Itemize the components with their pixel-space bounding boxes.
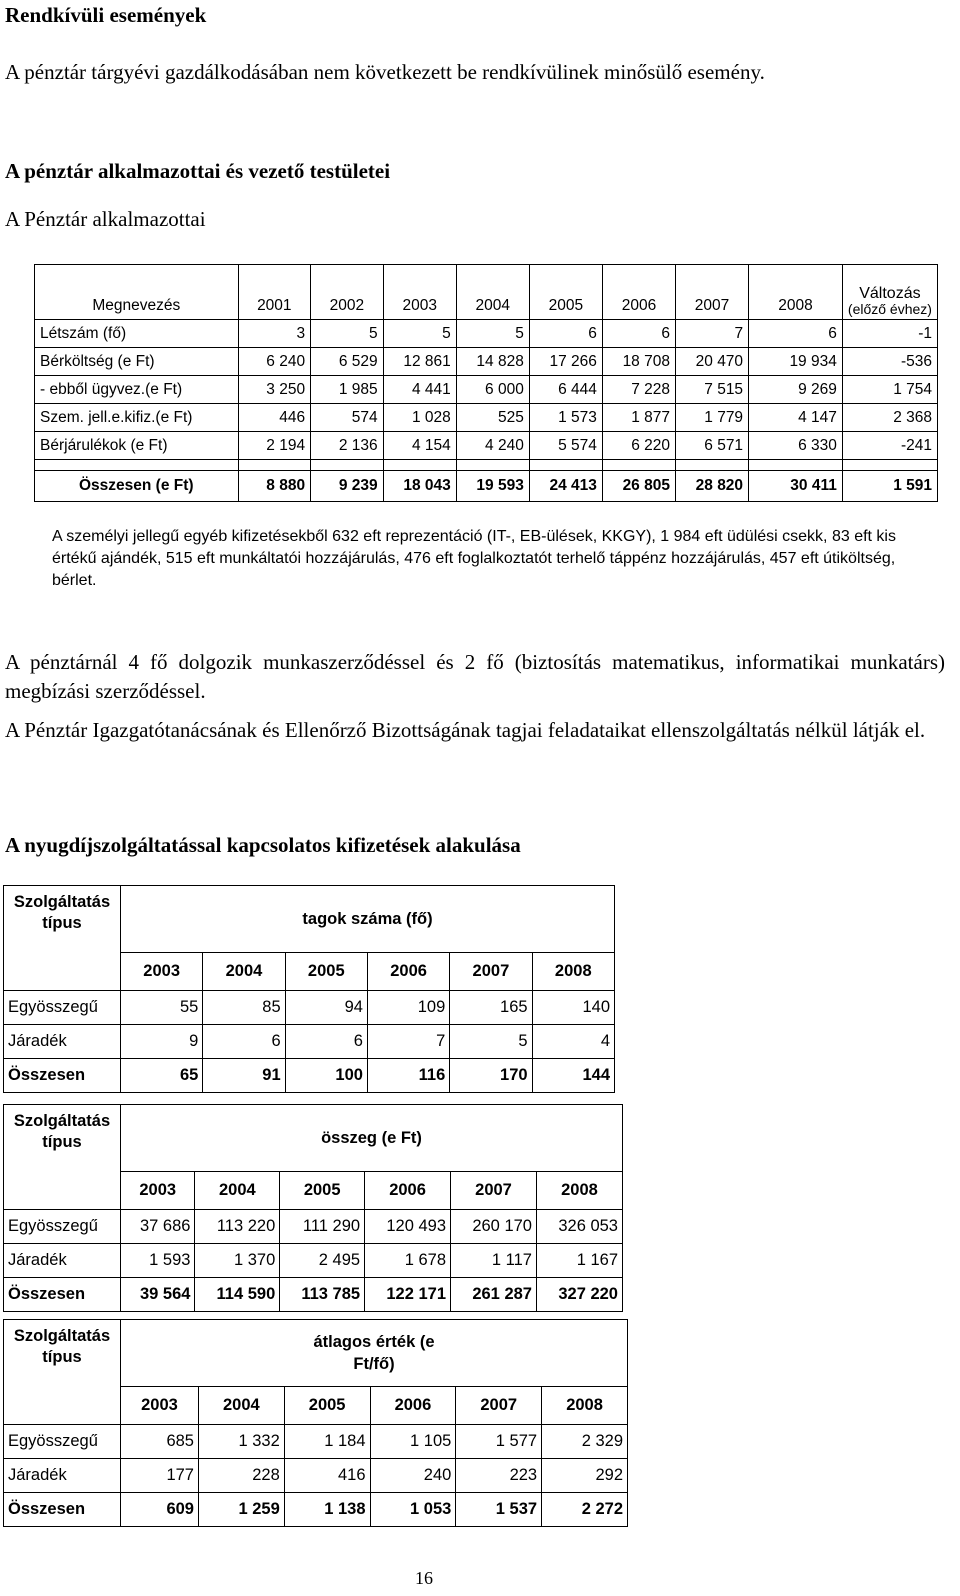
table-cell: 122 171 xyxy=(365,1278,451,1312)
pension-header-row xyxy=(4,1320,628,1387)
table-cell: 4 154 xyxy=(383,432,456,460)
table-cell: 114 590 xyxy=(195,1278,280,1312)
table-cell: 4 xyxy=(532,1025,614,1059)
table-cell: 446 xyxy=(238,404,311,432)
table-cell: 9 xyxy=(121,1025,203,1059)
table-cell: 1 028 xyxy=(383,404,456,432)
total-cell: 19 593 xyxy=(456,471,529,502)
table-cell: 113 220 xyxy=(195,1210,280,1244)
table-cell: 19 934 xyxy=(749,348,843,376)
table-cell: 3 250 xyxy=(238,376,311,404)
table-cell: 18 708 xyxy=(602,348,675,376)
row-label: - ebből ügyvez.(e Ft) xyxy=(35,376,239,404)
year-header: 2007 xyxy=(450,953,532,991)
table-cell: 17 266 xyxy=(529,348,602,376)
year-header: 2007 xyxy=(451,1172,537,1210)
table-cell: 1 779 xyxy=(675,404,748,432)
table-cell: 6 529 xyxy=(311,348,384,376)
table-cell: 7 228 xyxy=(602,376,675,404)
table-cell: 3 xyxy=(238,320,311,348)
year-header: 2005 xyxy=(285,953,367,991)
spacer-cell xyxy=(602,460,675,471)
table-cell: 1 877 xyxy=(602,404,675,432)
table-cell: 327 220 xyxy=(536,1278,622,1312)
table-cell: 65 xyxy=(121,1059,203,1093)
table-row xyxy=(4,1244,623,1278)
table-cell: 20 470 xyxy=(675,348,748,376)
column-header-year: 2007 xyxy=(675,265,748,320)
year-header: 2008 xyxy=(532,953,614,991)
table-cell: 5 xyxy=(456,320,529,348)
table-cell: 9 269 xyxy=(749,376,843,404)
service-type-header: Szolgáltatás típus xyxy=(4,886,121,991)
heading-extraordinary-events: Rendkívüli események xyxy=(5,3,207,27)
table-cell: 240 xyxy=(370,1459,456,1493)
table-cell: 7 xyxy=(367,1025,449,1059)
table-row xyxy=(35,404,938,432)
service-type-header: Szolgáltatás típus xyxy=(4,1320,121,1425)
group-header: átlagos érték (e Ft/fő) xyxy=(121,1320,628,1387)
table-cell: 2 329 xyxy=(542,1425,628,1459)
table-cell: 1 593 xyxy=(121,1244,195,1278)
table-cell: 39 564 xyxy=(121,1278,195,1312)
total-label: Összesen (e Ft) xyxy=(35,471,239,502)
table-row xyxy=(4,991,615,1025)
table-cell: 1 537 xyxy=(456,1493,542,1527)
row-label: Egyösszegű xyxy=(4,1210,121,1244)
column-header-year: 2006 xyxy=(602,265,675,320)
table-cell: 7 515 xyxy=(675,376,748,404)
spacer-cell xyxy=(529,460,602,471)
spacer-cell xyxy=(456,460,529,471)
table-cell: 120 493 xyxy=(365,1210,451,1244)
change-cell: -241 xyxy=(842,432,937,460)
column-header-change xyxy=(842,265,937,320)
table-row xyxy=(4,1210,623,1244)
staff-table xyxy=(34,264,938,502)
table-cell: 1 053 xyxy=(370,1493,456,1527)
year-header: 2004 xyxy=(203,953,285,991)
year-header: 2003 xyxy=(121,1387,199,1425)
table-cell: 109 xyxy=(367,991,449,1025)
table-cell: 6 330 xyxy=(749,432,843,460)
change-title: Változás xyxy=(859,285,921,302)
column-header-year: 2002 xyxy=(311,265,384,320)
total-cell: 28 820 xyxy=(675,471,748,502)
table-cell: 1 370 xyxy=(195,1244,280,1278)
year-header: 2003 xyxy=(121,1172,195,1210)
change-subtitle: (előző évhez) xyxy=(847,301,932,317)
table-cell: 7 xyxy=(675,320,748,348)
table-cell: 4 147 xyxy=(749,404,843,432)
table-cell: 261 287 xyxy=(451,1278,537,1312)
table-cell: 228 xyxy=(198,1459,284,1493)
table-cell: 6 000 xyxy=(456,376,529,404)
column-header-year: 2005 xyxy=(529,265,602,320)
row-label: Összesen xyxy=(4,1493,121,1527)
year-header: 2004 xyxy=(195,1172,280,1210)
heading-pension-payments: A nyugdíjszolgáltatással kapcsolatos kifizetések alakulása xyxy=(5,833,521,857)
table-cell: 1 577 xyxy=(456,1425,542,1459)
total-cell: 30 411 xyxy=(749,471,843,502)
table-cell: 14 828 xyxy=(456,348,529,376)
column-header-year: 2008 xyxy=(749,265,843,320)
spacer-cell xyxy=(238,460,311,471)
table-row xyxy=(35,432,938,460)
year-header: 2003 xyxy=(121,953,203,991)
year-header: 2008 xyxy=(536,1172,622,1210)
table-cell: 1 105 xyxy=(370,1425,456,1459)
total-cell: 26 805 xyxy=(602,471,675,502)
row-label: Egyösszegű xyxy=(4,1425,121,1459)
table-row xyxy=(4,1059,615,1093)
total-cell: 24 413 xyxy=(529,471,602,502)
table-cell: 609 xyxy=(121,1493,199,1527)
table-cell: 100 xyxy=(285,1059,367,1093)
table-cell: 260 170 xyxy=(451,1210,537,1244)
row-label: Egyösszegű xyxy=(4,991,121,1025)
table-cell: 1 259 xyxy=(198,1493,284,1527)
extraordinary-events-text: A pénztár tárgyévi gazdálkodásában nem következett be rendkívülinek minősülő esemény. xyxy=(5,60,765,84)
table-cell: 1 573 xyxy=(529,404,602,432)
table-row xyxy=(4,1493,628,1527)
table-row xyxy=(35,348,938,376)
total-change-cell: 1 591 xyxy=(842,471,937,502)
table-cell: 6 xyxy=(602,320,675,348)
table-cell: 5 574 xyxy=(529,432,602,460)
table-cell: 6 220 xyxy=(602,432,675,460)
column-header-name: Megnevezés xyxy=(35,265,239,320)
spacer-cell xyxy=(311,460,384,471)
total-cell: 18 043 xyxy=(383,471,456,502)
table-cell: 6 444 xyxy=(529,376,602,404)
year-header: 2008 xyxy=(542,1387,628,1425)
table-cell: 1 167 xyxy=(536,1244,622,1278)
change-cell: -1 xyxy=(842,320,937,348)
table-cell: 4 240 xyxy=(456,432,529,460)
board-paragraph: A Pénztár Igazgatótanácsának és Ellenőrző Bizottságának tagjai feladataikat ellenszolgáltatás nélkül látják el. xyxy=(5,718,926,742)
table-cell: 55 xyxy=(121,991,203,1025)
table-cell: 525 xyxy=(456,404,529,432)
spacer-cell xyxy=(749,460,843,471)
spacer-cell xyxy=(675,460,748,471)
table-cell: 6 xyxy=(529,320,602,348)
change-cell: 2 368 xyxy=(842,404,937,432)
table-cell: 5 xyxy=(311,320,384,348)
row-label: Járadék xyxy=(4,1244,121,1278)
table-cell: 116 xyxy=(367,1059,449,1093)
table-row xyxy=(4,1459,628,1493)
change-cell: -536 xyxy=(842,348,937,376)
year-header: 2006 xyxy=(365,1172,451,1210)
total-row xyxy=(35,471,938,502)
table-cell: 144 xyxy=(532,1059,614,1093)
table-cell: 165 xyxy=(450,991,532,1025)
spacer-cell xyxy=(842,460,937,471)
table-cell: 2 136 xyxy=(311,432,384,460)
table-row xyxy=(4,1425,628,1459)
spacer-row xyxy=(35,460,938,471)
year-header: 2005 xyxy=(280,1172,365,1210)
table-cell: 2 495 xyxy=(280,1244,365,1278)
table-cell: 326 053 xyxy=(536,1210,622,1244)
table-cell: 4 441 xyxy=(383,376,456,404)
table-cell: 416 xyxy=(284,1459,370,1493)
table-row xyxy=(4,1278,623,1312)
table-cell: 140 xyxy=(532,991,614,1025)
row-label: Bérjárulékok (e Ft) xyxy=(35,432,239,460)
row-label: Létszám (fő) xyxy=(35,320,239,348)
group-header: tagok száma (fő) xyxy=(121,886,615,953)
table-cell: 685 xyxy=(121,1425,199,1459)
column-header-year: 2004 xyxy=(456,265,529,320)
spacer-cell xyxy=(35,460,239,471)
employment-paragraph: A pénztárnál 4 fő dolgozik munkaszerződéssel és 2 fő (biztosítás matematikus, informatikai munkatárs) megbízási szerződéssel. xyxy=(5,650,945,703)
year-header: 2007 xyxy=(456,1387,542,1425)
total-cell: 9 239 xyxy=(311,471,384,502)
table-cell: 113 785 xyxy=(280,1278,365,1312)
table-cell: 1 985 xyxy=(311,376,384,404)
table-row xyxy=(35,320,938,348)
column-header-year: 2003 xyxy=(383,265,456,320)
total-cell: 8 880 xyxy=(238,471,311,502)
members-count-table xyxy=(3,885,615,1093)
table-cell: 292 xyxy=(542,1459,628,1493)
table-cell: 91 xyxy=(203,1059,285,1093)
amount-table xyxy=(3,1104,623,1312)
table-cell: 6 xyxy=(203,1025,285,1059)
table-cell: 37 686 xyxy=(121,1210,195,1244)
change-cell: 1 754 xyxy=(842,376,937,404)
row-label: Összesen xyxy=(4,1278,121,1312)
table-cell: 223 xyxy=(456,1459,542,1493)
row-label: Járadék xyxy=(4,1459,121,1493)
table-cell: 2 272 xyxy=(542,1493,628,1527)
table-cell: 1 184 xyxy=(284,1425,370,1459)
year-header: 2004 xyxy=(198,1387,284,1425)
table-row xyxy=(4,1025,615,1059)
table-cell: 2 194 xyxy=(238,432,311,460)
service-type-header: Szolgáltatás típus xyxy=(4,1105,121,1210)
staff-note: A személyi jellegű egyéb kifizetésekből 632 eft reprezentáció (IT-, EB-ülések, KKGY), 1 984 eft üdülési csekk, 83 eft kis értékű ajándék, 515 eft munkáltatói hozzájárulás, 476 eft foglalkoztatót terhelő táppénz hozzájárulás, 457 eft útiköltség, bérlet. xyxy=(52,528,896,589)
subheading-employees: A Pénztár alkalmazottai xyxy=(5,207,206,231)
spacer-cell xyxy=(383,460,456,471)
table-cell: 12 861 xyxy=(383,348,456,376)
row-label: Szem. jell.e.kifiz.(e Ft) xyxy=(35,404,239,432)
table-cell: 111 290 xyxy=(280,1210,365,1244)
column-header-year: 2001 xyxy=(238,265,311,320)
year-header: 2006 xyxy=(370,1387,456,1425)
year-header: 2006 xyxy=(367,953,449,991)
table-cell: 6 571 xyxy=(675,432,748,460)
table-cell: 1 332 xyxy=(198,1425,284,1459)
table-cell: 94 xyxy=(285,991,367,1025)
table-cell: 5 xyxy=(383,320,456,348)
average-value-table xyxy=(3,1319,628,1527)
table-cell: 5 xyxy=(450,1025,532,1059)
table-cell: 6 xyxy=(749,320,843,348)
row-label: Bérköltség (e Ft) xyxy=(35,348,239,376)
heading-employees: A pénztár alkalmazottai és vezető testületei xyxy=(5,159,391,183)
group-header: összeg (e Ft) xyxy=(121,1105,623,1172)
table-cell: 1 138 xyxy=(284,1493,370,1527)
table-cell: 85 xyxy=(203,991,285,1025)
table-cell: 170 xyxy=(450,1059,532,1093)
table-cell: 6 xyxy=(285,1025,367,1059)
table-row xyxy=(35,376,938,404)
year-header: 2005 xyxy=(284,1387,370,1425)
row-label: Összesen xyxy=(4,1059,121,1093)
pension-header-row xyxy=(4,1105,623,1172)
row-label: Járadék xyxy=(4,1025,121,1059)
table-cell: 574 xyxy=(311,404,384,432)
table-cell: 6 240 xyxy=(238,348,311,376)
table-cell: 177 xyxy=(121,1459,199,1493)
pension-header-row xyxy=(4,886,615,953)
table-cell: 1 678 xyxy=(365,1244,451,1278)
staff-header-row xyxy=(35,265,938,320)
page-number: 16 xyxy=(415,1568,433,1588)
table-cell: 1 117 xyxy=(451,1244,537,1278)
